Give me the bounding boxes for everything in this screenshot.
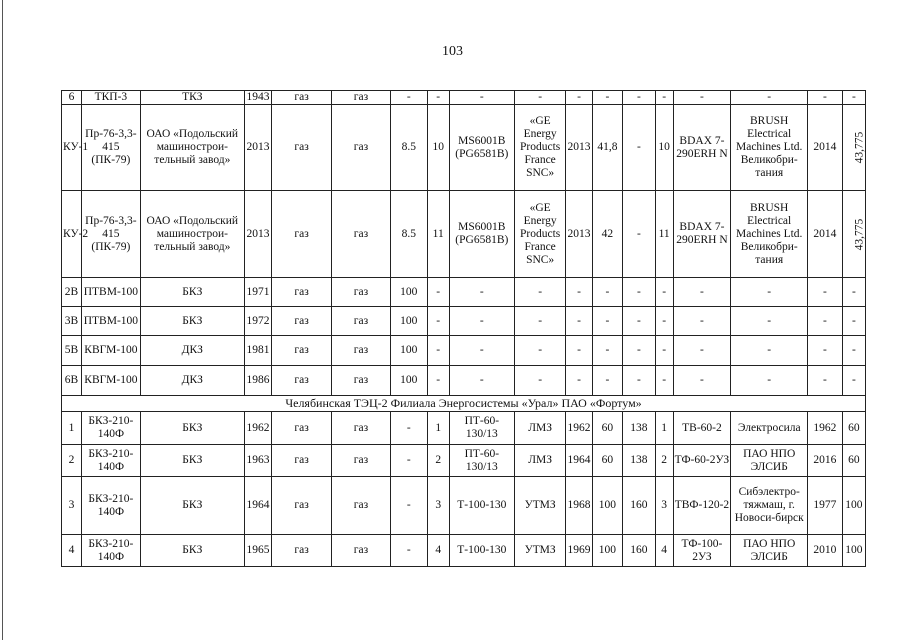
table-cell: 2 [427, 445, 449, 477]
table-cell: газ [272, 105, 332, 191]
table-cell: Электросила [731, 412, 808, 445]
table-cell: - [673, 307, 731, 336]
table-cell: 1977 [808, 477, 843, 535]
table-cell: - [731, 307, 808, 336]
table-cell: - [390, 91, 427, 105]
table-row [62, 105, 866, 191]
table-cell: газ [332, 477, 391, 535]
table-row [62, 191, 866, 278]
table-cell: газ [272, 91, 332, 105]
table-cell: - [427, 91, 449, 105]
table-cell: - [842, 91, 865, 105]
table-cell: 1971 [244, 278, 271, 307]
table-cell: газ [332, 336, 391, 366]
table-cell: 100 [390, 278, 427, 307]
table-cell: 100 [390, 366, 427, 396]
table-cell: 100 [592, 477, 622, 535]
table-cell: 2013 [566, 191, 592, 278]
table-cell: ПТВМ-100 [81, 278, 140, 307]
table-cell: газ [272, 412, 332, 445]
table-cell: - [390, 477, 427, 535]
table-cell: газ [332, 445, 391, 477]
table-cell: - [623, 278, 656, 307]
table-cell: «GE Energy Products France SNC» [514, 105, 565, 191]
table-cell: - [623, 191, 656, 278]
table-cell: - [449, 336, 514, 366]
table-cell: - [673, 278, 731, 307]
equipment-table [61, 90, 866, 567]
table-cell: - [390, 445, 427, 477]
table-cell: - [655, 336, 673, 366]
table-cell: - [623, 336, 656, 366]
table-cell: - [427, 336, 449, 366]
table-cell: - [514, 307, 565, 336]
table-cell: 1965 [244, 535, 271, 567]
table-cell: - [592, 366, 622, 396]
table-cell: газ [332, 91, 391, 105]
table-cell: газ [272, 477, 332, 535]
table-cell: - [449, 278, 514, 307]
table-cell: ТВ-60-2 [673, 412, 731, 445]
table-row [62, 336, 866, 366]
table-cell: БКЗ-210-140Ф [81, 412, 140, 445]
table-cell: MS6001B (PG6581B) [449, 105, 514, 191]
table-cell: газ [272, 535, 332, 567]
table-cell: 160 [623, 477, 656, 535]
table-cell: ТФ-100-2УЗ [673, 535, 731, 567]
table-cell: БКЗ [140, 307, 244, 336]
table-cell: - [623, 105, 656, 191]
cell-text: 43,775 [853, 218, 866, 250]
table-row [62, 477, 866, 535]
table-cell: 100 [390, 307, 427, 336]
table-cell: газ [272, 191, 332, 278]
table-cell: газ [272, 445, 332, 477]
table-cell: 1981 [244, 336, 271, 366]
table-cell: 8.5 [390, 105, 427, 191]
table-cell: газ [272, 366, 332, 396]
table-cell: - [808, 307, 843, 336]
table-cell: 2013 [244, 191, 271, 278]
table-cell: - [842, 366, 865, 396]
table-cell: БКЗ-210-140Ф [81, 535, 140, 567]
table-cell: БКЗ [140, 535, 244, 567]
table-cell: BRUSH Electrical Machines Ltd. Великобри-тания [731, 191, 808, 278]
table-cell: 2013 [566, 105, 592, 191]
table-cell: газ [332, 191, 391, 278]
table-cell: Т-100-130 [449, 535, 514, 567]
table-cell: 42 [592, 191, 622, 278]
cell-text: 43,775 [853, 131, 866, 164]
table-cell: БКЗ [140, 445, 244, 477]
table-cell: 1964 [244, 477, 271, 535]
table-cell: 1964 [566, 445, 592, 477]
table-cell: BDAX 7-290ERH N [673, 105, 731, 191]
table-cell: БКЗ [140, 278, 244, 307]
table-cell: - [449, 307, 514, 336]
table-cell: - [514, 278, 565, 307]
table-cell: - [427, 278, 449, 307]
table-cell: - [655, 307, 673, 336]
table-cell: 1962 [244, 412, 271, 445]
table-cell: ТКЗ [140, 91, 244, 105]
table-cell: 1 [427, 412, 449, 445]
table-cell: ДКЗ [140, 336, 244, 366]
table-row [62, 91, 866, 105]
table-cell: - [655, 366, 673, 396]
table-cell: - [731, 91, 808, 105]
table-cell: газ [332, 366, 391, 396]
table-cell: КУ-1 [62, 105, 82, 191]
table-cell: - [623, 366, 656, 396]
table-cell: - [514, 91, 565, 105]
table-cell: ОАО «Подольский машинострои-тельный завод» [140, 105, 244, 191]
table-cell: 4 [62, 535, 82, 567]
table-cell: газ [332, 307, 391, 336]
table-cell: - [566, 307, 592, 336]
table-cell: Сибэлектро-тяжмаш, г. Новоси-бирск [731, 477, 808, 535]
table-cell: BRUSH Electrical Machines Ltd. Великобри-тания [731, 105, 808, 191]
table-cell: 2016 [808, 445, 843, 477]
table-cell: - [673, 366, 731, 396]
table-cell: ПТ-60-130/13 [449, 445, 514, 477]
table-cell: - [673, 336, 731, 366]
table-cell: газ [332, 535, 391, 567]
table-cell: газ [272, 278, 332, 307]
table-cell: 2В [62, 278, 82, 307]
table-cell: 5В [62, 336, 82, 366]
table-cell: 8.5 [390, 191, 427, 278]
table-cell: Пр-76-3,3-415 (ПК-79) [81, 105, 140, 191]
table-cell: - [592, 278, 622, 307]
table-cell: - [731, 366, 808, 396]
table-cell: - [592, 307, 622, 336]
table-cell: 3 [655, 477, 673, 535]
table-cell: 1962 [566, 412, 592, 445]
table-cell: - [731, 336, 808, 366]
table-row [62, 278, 866, 307]
table-cell: 3 [427, 477, 449, 535]
table-cell: 138 [623, 412, 656, 445]
table-cell: БКЗ-210-140Ф [81, 445, 140, 477]
table-cell: 60 [842, 412, 865, 445]
table-cell: - [449, 366, 514, 396]
table-cell: ДКЗ [140, 366, 244, 396]
table-row [62, 396, 866, 412]
table-cell: BDAX 7-290ERH N [673, 191, 731, 278]
table-cell: - [731, 278, 808, 307]
table-cell [842, 105, 865, 191]
table-cell: - [808, 278, 843, 307]
table-cell: 4 [655, 535, 673, 567]
table-cell: 1943 [244, 91, 271, 105]
table-cell: - [623, 307, 656, 336]
table-cell: 60 [592, 412, 622, 445]
table-cell: 1 [655, 412, 673, 445]
table-cell: 138 [623, 445, 656, 477]
table-cell: - [842, 336, 865, 366]
table-cell: КУ-2 [62, 191, 82, 278]
table-cell: 100 [842, 477, 865, 535]
table-cell: ТФ-60-2УЗ [673, 445, 731, 477]
table-cell: Пр-76-3,3-415 (ПК-79) [81, 191, 140, 278]
table-cell: 100 [592, 535, 622, 567]
section-heading: Челябинская ТЭЦ-2 Филиала Энергосистемы «Урал» ПАО «Фортум» [62, 396, 866, 412]
table-cell: 2014 [808, 105, 843, 191]
table-cell: 1963 [244, 445, 271, 477]
table-cell: - [592, 336, 622, 366]
table-cell: - [514, 366, 565, 396]
table-cell: 1 [62, 412, 82, 445]
table-row [62, 307, 866, 336]
table-cell: ПАО НПО ЭЛСИБ [731, 535, 808, 567]
table-cell: газ [272, 307, 332, 336]
table-cell: ОАО «Подольский машинострои-тельный завод» [140, 191, 244, 278]
table-row [62, 535, 866, 567]
table-cell: ТВФ-120-2 [673, 477, 731, 535]
table-cell: - [655, 91, 673, 105]
table-cell: ПТВМ-100 [81, 307, 140, 336]
table-cell: - [808, 366, 843, 396]
table-cell: 41,8 [592, 105, 622, 191]
table-cell: 1972 [244, 307, 271, 336]
table-cell: УТМЗ [514, 535, 565, 567]
table-cell: ЛМЗ [514, 412, 565, 445]
table-row [62, 445, 866, 477]
table-cell: 2 [62, 445, 82, 477]
table-cell: 10 [427, 105, 449, 191]
table-cell: 60 [592, 445, 622, 477]
table-cell: 4 [427, 535, 449, 567]
table-cell: 6 [62, 91, 82, 105]
table-cell: КВГМ-100 [81, 336, 140, 366]
table-cell: - [566, 91, 592, 105]
table-cell: - [808, 336, 843, 366]
table-cell: - [655, 278, 673, 307]
table-cell: 1969 [566, 535, 592, 567]
table-cell: - [623, 91, 656, 105]
table-cell: БКЗ-210-140Ф [81, 477, 140, 535]
table-cell: 3В [62, 307, 82, 336]
table-cell: 6В [62, 366, 82, 396]
table-cell: 160 [623, 535, 656, 567]
table-cell: газ [332, 105, 391, 191]
table-cell: газ [332, 278, 391, 307]
table-cell: 100 [842, 535, 865, 567]
table-cell: КВГМ-100 [81, 366, 140, 396]
table-cell: - [808, 91, 843, 105]
table-cell: 1968 [566, 477, 592, 535]
table-cell: - [427, 307, 449, 336]
table-cell: 1986 [244, 366, 271, 396]
table-cell: ПТ-60-130/13 [449, 412, 514, 445]
table-cell: - [566, 366, 592, 396]
table-cell: - [842, 278, 865, 307]
table-row [62, 412, 866, 445]
page-edge-line [2, 0, 3, 640]
table-cell: «GE Energy Products France SNC» [514, 191, 565, 278]
table-cell: 11 [655, 191, 673, 278]
table-cell: 60 [842, 445, 865, 477]
table-cell: 100 [390, 336, 427, 366]
table-cell: ТКП-3 [81, 91, 140, 105]
table-cell: - [842, 307, 865, 336]
table-cell: - [390, 412, 427, 445]
table-cell: 2010 [808, 535, 843, 567]
table-cell [842, 191, 865, 278]
table-cell: 1962 [808, 412, 843, 445]
table-cell: УТМЗ [514, 477, 565, 535]
table-cell: - [514, 336, 565, 366]
table-cell: - [390, 535, 427, 567]
table-cell: газ [332, 412, 391, 445]
table-cell: газ [272, 336, 332, 366]
table-cell: Т-100-130 [449, 477, 514, 535]
table-cell: 11 [427, 191, 449, 278]
table-cell: 2014 [808, 191, 843, 278]
table-cell: - [566, 336, 592, 366]
table-cell: - [566, 278, 592, 307]
table-cell: 10 [655, 105, 673, 191]
table-cell: ЛМЗ [514, 445, 565, 477]
table-cell: - [449, 91, 514, 105]
table-row [62, 366, 866, 396]
page-number: 103 [442, 44, 463, 59]
table-cell: ПАО НПО ЭЛСИБ [731, 445, 808, 477]
table-cell: БКЗ [140, 477, 244, 535]
table-cell: - [592, 91, 622, 105]
table-cell: - [427, 366, 449, 396]
table-cell: 2013 [244, 105, 271, 191]
table-cell: 3 [62, 477, 82, 535]
table-cell: БКЗ [140, 412, 244, 445]
table-cell: - [673, 91, 731, 105]
table-cell: MS6001B (PG6581B) [449, 191, 514, 278]
table-cell: 2 [655, 445, 673, 477]
